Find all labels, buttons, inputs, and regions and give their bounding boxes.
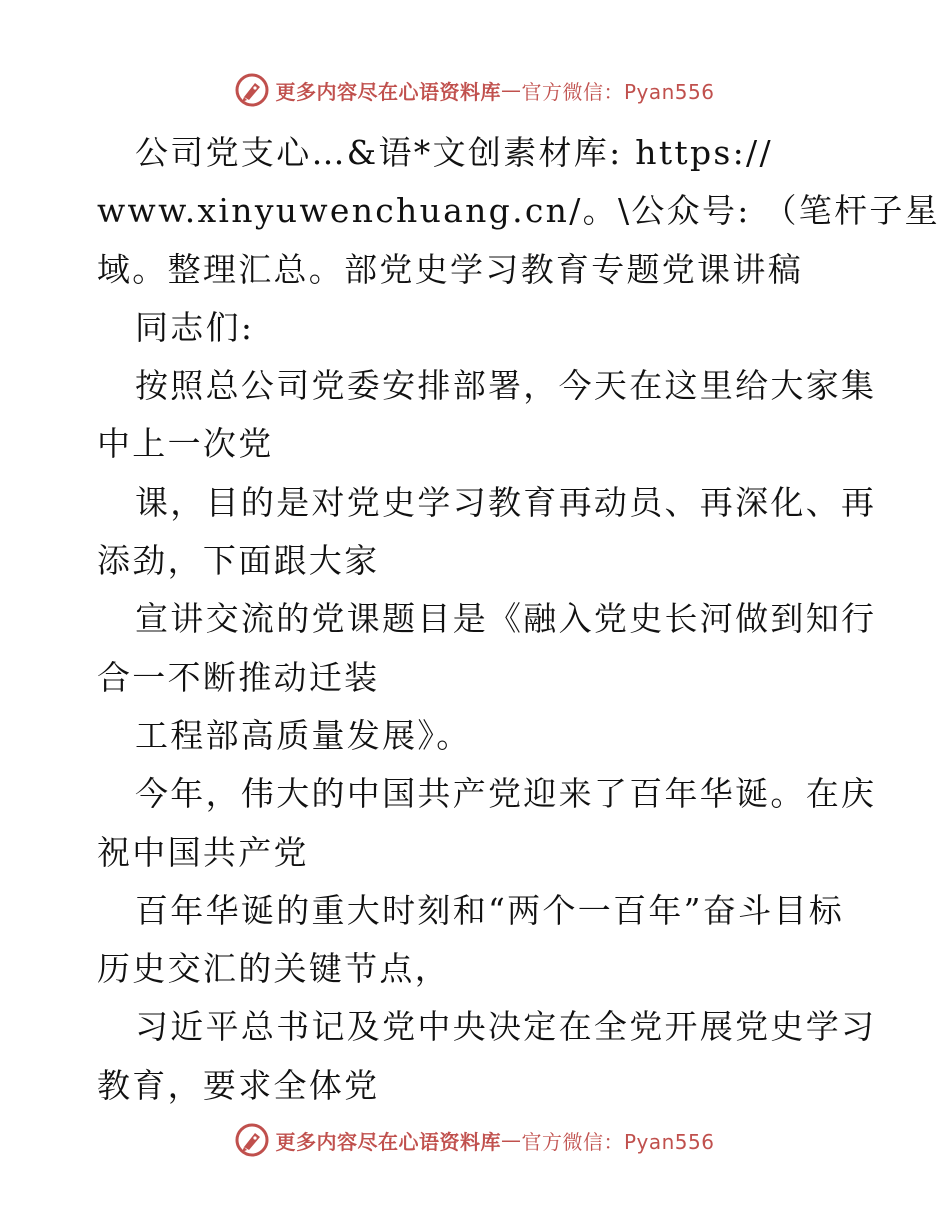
body-line: 域。整理汇总。部党史学习教育专题党课讲稿 xyxy=(97,249,803,289)
body-line: 百年华诞的重大时刻和“两个一百年”奋斗目标 xyxy=(135,890,845,930)
banner-main-text: 更多内容尽在心语资料库 xyxy=(275,79,501,104)
body-line: 宣讲交流的党课题目是《融入党史长河做到知行 xyxy=(135,599,877,639)
body-line: 按照总公司党委安排部署，今天在这里给大家集 xyxy=(135,366,877,406)
body-line: 公司党支心…&语*文创素材库: https:// xyxy=(135,133,773,172)
banner-wechat-text: 官方微信：Pyan556 xyxy=(521,1129,715,1154)
header-watermark-banner xyxy=(0,70,950,110)
body-line: 历史交汇的关键节点， xyxy=(97,949,450,989)
footer-watermark-banner xyxy=(0,1120,950,1160)
body-line: 教育，要求全体党 xyxy=(97,1065,380,1105)
body-line: 合一不断推动迁装 xyxy=(97,657,380,697)
banner-wechat-text: 官方微信：Pyan556 xyxy=(521,79,715,104)
body-line: 祝中国共产党 xyxy=(97,832,309,872)
document-body xyxy=(97,124,940,1115)
body-line: 课，目的是对党史学习教育再动员、再深化、再 xyxy=(135,482,877,522)
body-line: 中上一次党 xyxy=(97,424,274,464)
body-line: 习近平总书记及党中央决定在全党开展党史学习 xyxy=(135,1007,877,1047)
body-line: www.xinyuwenchuang.cn/。\公众号: （笔杆子星 xyxy=(97,191,940,231)
banner-main-text: 更多内容尽在心语资料库 xyxy=(275,1129,501,1154)
banner-separator: — xyxy=(500,78,522,102)
pen-nib-logo-icon xyxy=(235,1123,269,1157)
body-line: 工程部高质量发展》。 xyxy=(135,715,472,755)
banner-separator: — xyxy=(500,1128,522,1152)
body-line: 添劲，下面跟大家 xyxy=(97,541,380,581)
body-line: 今年，伟大的中国共产党迎来了百年华诞。在庆 xyxy=(135,774,877,814)
body-line: 同志们: xyxy=(135,307,255,347)
pen-nib-logo-icon xyxy=(235,73,269,107)
